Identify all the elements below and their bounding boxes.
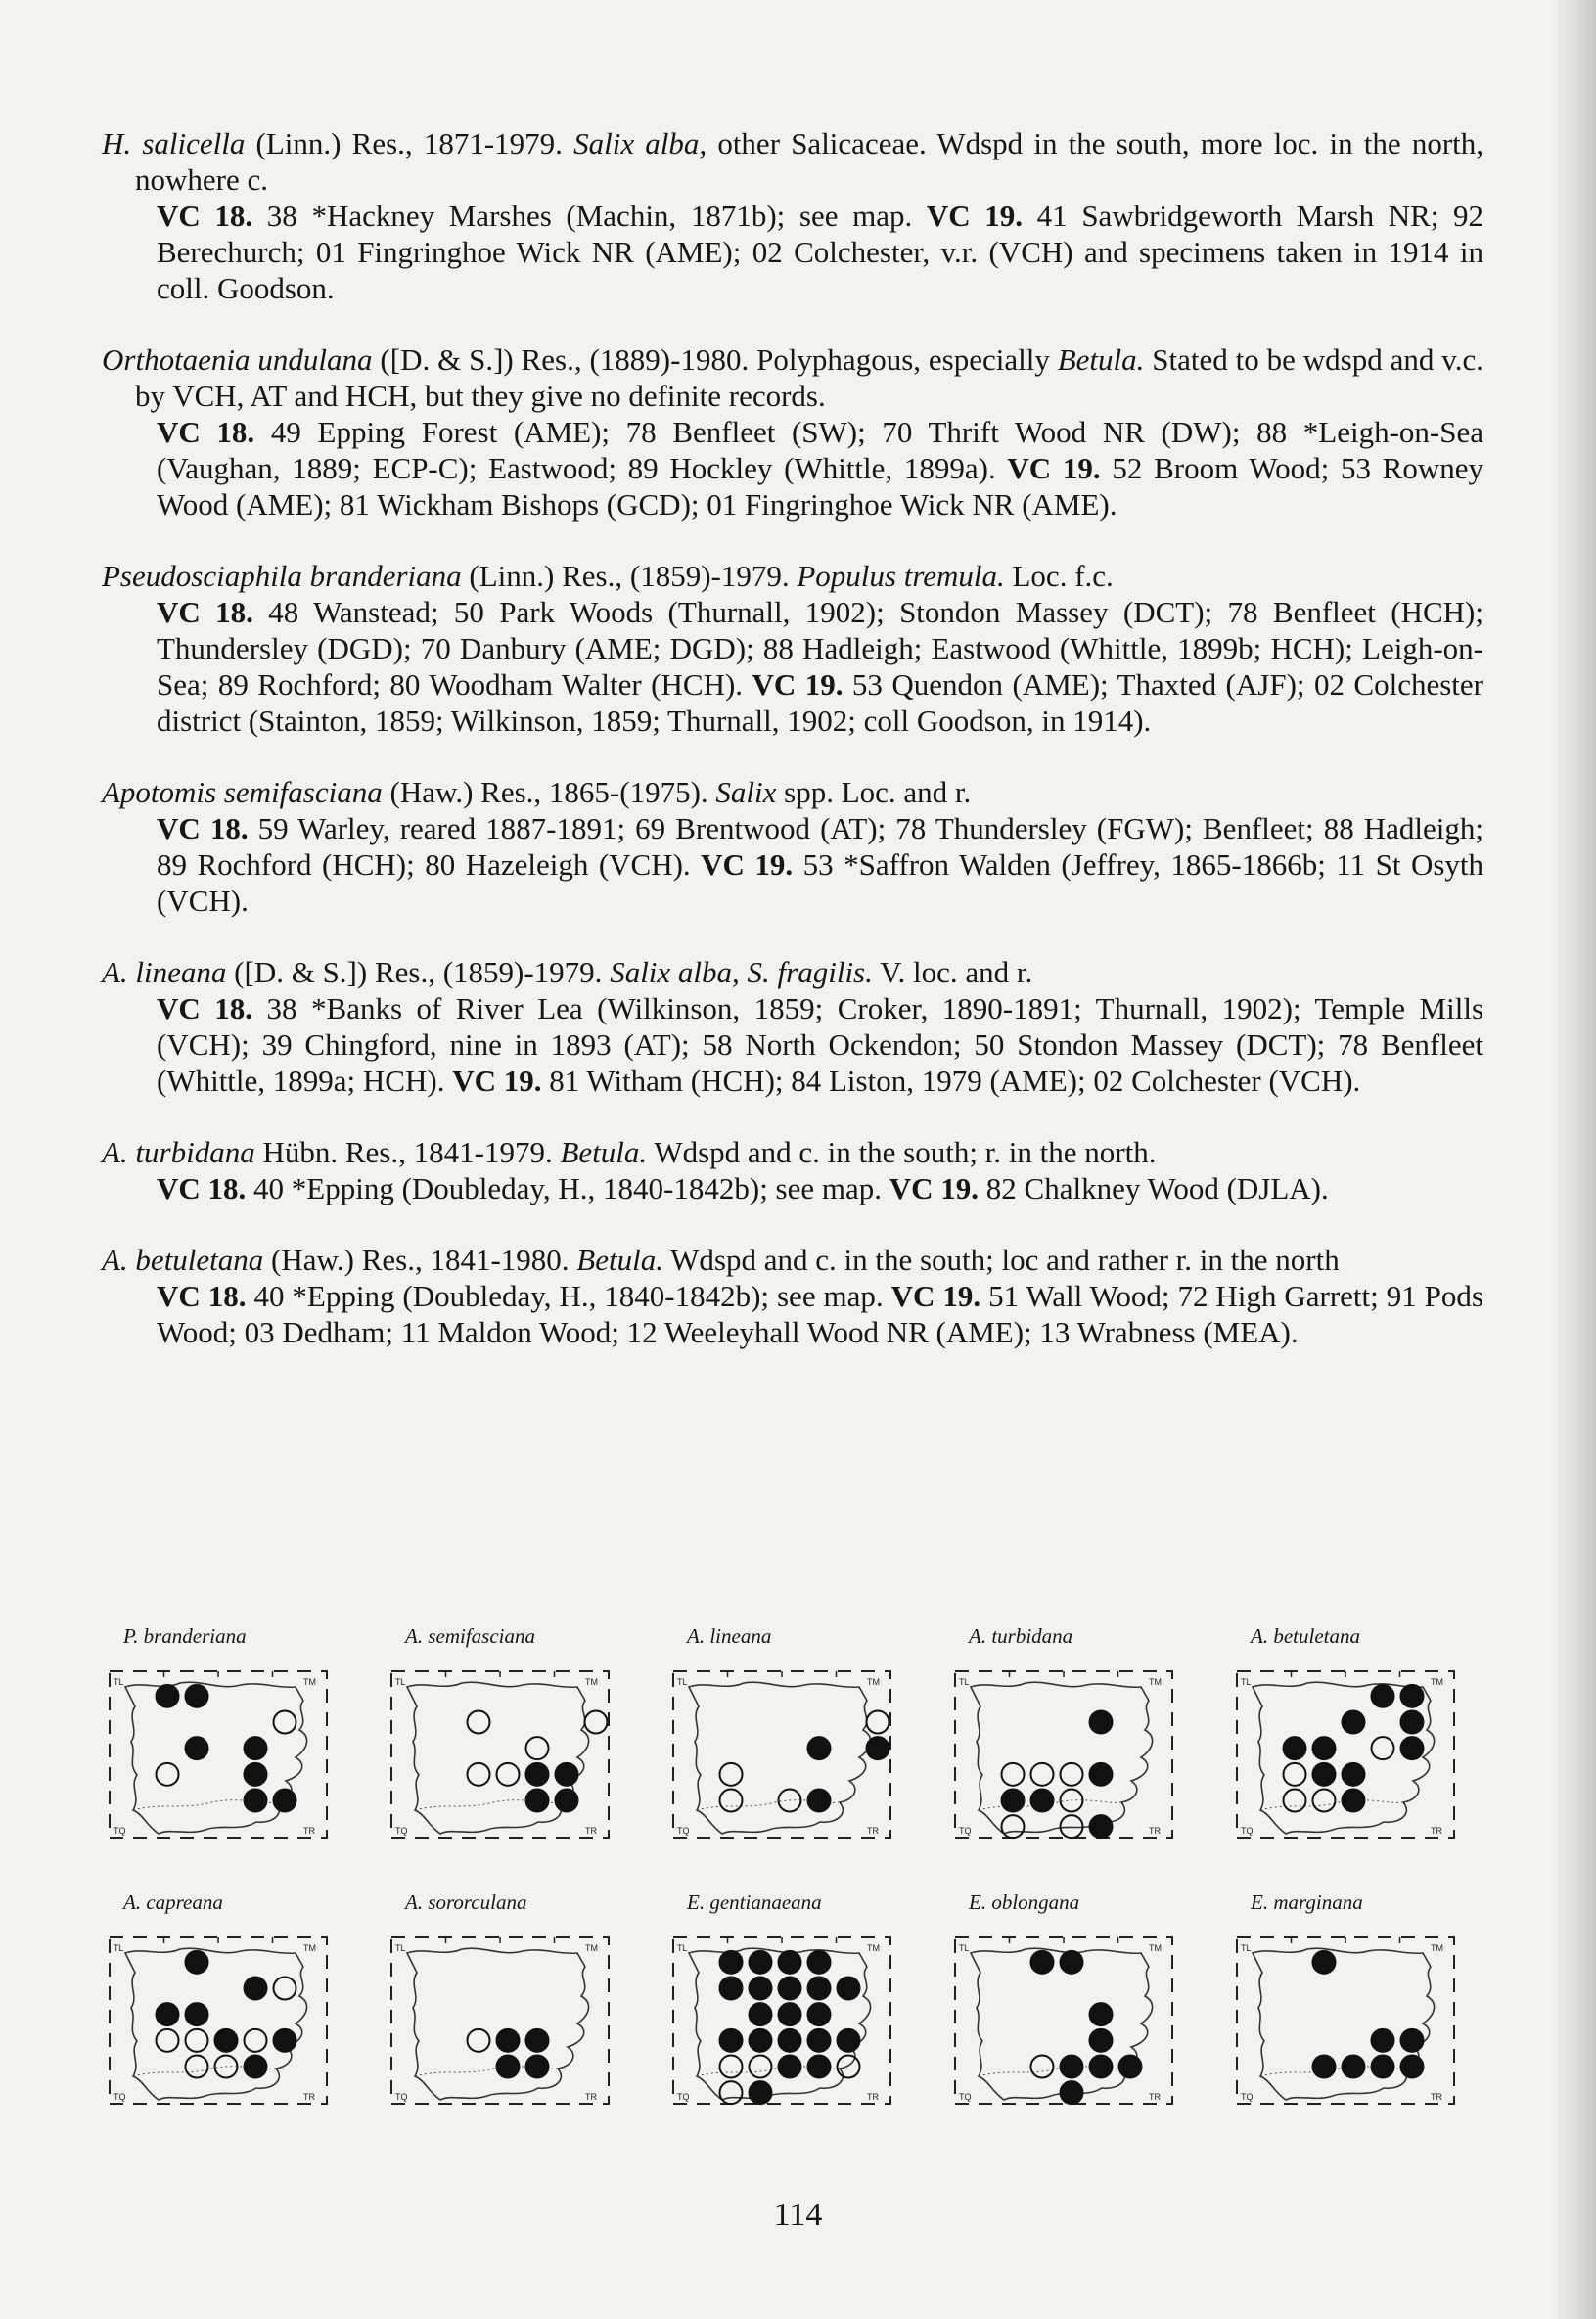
record-dot-recent [526,2056,549,2078]
distribution-map [660,1624,922,1859]
text-run: 49 Epping Forest (AME); 78 Benfleet (SW); 70 Thrift Wood NR (DW); 88 *Leigh-on-Sea (Vaughan, 1889; ECP-C); Eastwood; 89 Hockley (Whittle, 1899a). [157,415,1483,485]
grid-square-label: TQ [114,1826,126,1836]
record-dot-old [468,1711,490,1734]
record-dot-recent [1313,1951,1336,1974]
grid-square-label: TR [303,2092,315,2102]
species-heading [102,774,1483,810]
record-dot-recent [838,2029,860,2052]
map-species-label: E. oblongana [969,1890,1080,1914]
vice-county-records [102,414,1483,523]
record-dot-old [750,2056,772,2078]
taxon-name: A. lineana [102,955,227,989]
map-frame [96,1930,341,2115]
grid-square-label: TQ [677,1826,690,1836]
map-border [110,1937,327,2104]
record-dot-recent [750,1951,772,1974]
county-coastline [971,1682,1153,1834]
text-run: 81 Witham (HCH); 84 Liston, 1979 (AME); 02 Colchester (VCH). [541,1064,1361,1098]
vice-county-label: VC 19. [890,1279,981,1313]
record-dot-recent [274,2029,296,2052]
record-dot-recent [1401,1737,1424,1759]
map-species-label: A. sororculana [405,1890,527,1914]
record-dot-old [526,1737,549,1759]
record-dot-old [1061,1763,1083,1786]
record-dot-recent [720,1978,743,2000]
record-dot-recent [1372,2056,1394,2078]
text-run: ([D. & S.]) Res., (1889)-1980. Polyphagous, especially [372,342,1058,377]
record-dot-old [1372,1737,1394,1759]
record-dot-recent [750,2081,772,2104]
vice-county-label: VC 18. [157,415,255,449]
record-dot-old [186,2029,208,2052]
record-dot-old [157,2029,179,2052]
grid-square-label: TR [585,1826,597,1836]
species-entry [102,954,1483,1099]
record-dot-recent [779,2056,801,2078]
grid-square-label: TQ [395,1826,408,1836]
text-run: 53 *Saffron Walden (Jeffrey, 1865-1866b; 11 St Osyth (VCH). [157,847,1484,918]
record-dot-old [720,2081,743,2104]
grid-square-label: TM [303,1677,316,1687]
text-run: 41 Sawbridgeworth Marsh NR; 92 Berechurch; 01 Fingringhoe Wick NR (AME); 02 Colchester, v.r. (VCH) and specimens taken in 1914 in coll. Goodson. [157,199,1484,305]
vice-county-label: VC 19. [889,1171,980,1205]
map-species-label: E. marginana [1251,1890,1363,1914]
distribution-map [96,1890,358,2125]
vice-county-label: VC 18. [157,199,253,233]
vice-county-label: VC 19. [752,667,844,702]
grid-square-label: TQ [1241,2092,1254,2102]
record-dot-recent [1090,1711,1113,1734]
grid-square-label: TM [303,1943,316,1953]
grid-square-label: TL [677,1943,688,1953]
record-dot-recent [779,2003,801,2025]
record-dot-recent [750,2029,772,2052]
grid-square-label: TL [114,1943,124,1953]
record-dot-recent [245,1763,267,1786]
map-border [391,1671,609,1838]
grid-square-label: TL [959,1943,970,1953]
record-dot-recent [1372,1685,1394,1707]
record-dot-recent [1401,1685,1424,1707]
grid-square-label: TL [1241,1677,1252,1687]
record-dot-recent [1284,1737,1306,1759]
grid-square-label: TM [1149,1943,1162,1953]
record-dot-recent [186,1951,208,1974]
species-heading [102,954,1483,990]
text-run: other Salicaceae. Wdspd in the south, more loc. in the north, nowhere c. [135,126,1484,197]
record-dot-recent [1031,1790,1054,1812]
taxon-name: Salix alba, S. fragilis. [610,955,873,989]
vice-county-records [102,198,1483,306]
grid-square-label: TR [1431,1826,1442,1836]
record-dot-old [468,1763,490,1786]
record-dot-old [1031,1763,1054,1786]
record-dot-recent [720,1951,743,1974]
vice-county-label: VC 19. [926,199,1024,233]
map-frame [378,1663,622,1849]
grid-square-label: TM [1431,1943,1443,1953]
record-dot-recent [497,2029,520,2052]
map-species-label: A. lineana [687,1624,772,1648]
record-dot-recent [808,1790,831,1812]
page-edge-shadow [1552,0,1596,2319]
distribution-map [378,1890,640,2125]
grid-square-label: TM [867,1677,880,1687]
grid-square-label: TL [114,1677,124,1687]
record-dot-recent [808,2029,831,2052]
record-dot-recent [245,2056,267,2078]
grid-square-label: TR [303,1826,315,1836]
text-run: 51 Wall Wood; 72 High Garrett; 91 Pods Wood; 03 Dedham; 11 Maldon Wood; 12 Weeleyhall Wood NR (AME); 13 Wrabness (MEA). [157,1279,1483,1349]
vice-county-label: VC 18. [157,1171,247,1205]
grid-square-label: TR [1431,2092,1442,2102]
record-dot-recent [779,1978,801,2000]
record-dot-recent [808,2056,831,2078]
record-dot-old [1313,1790,1336,1812]
taxon-name: Betula. [1057,342,1145,377]
record-dot-old [585,1711,608,1734]
record-dot-old [1284,1790,1306,1812]
record-dot-recent [1313,2056,1336,2078]
taxon-name: Apotomis semifasciana [102,775,383,809]
grid-square-label: TQ [959,2092,972,2102]
county-coastline [689,1682,871,1834]
record-dot-recent [1002,1790,1025,1812]
record-dot-old [245,2029,267,2052]
text-run: 53 Quendon (AME); Thaxted (AJF); 02 Colchester district (Stainton, 1859; Wilkinson, 1859; Thurnall, 1902; coll Goodson, in 1914). [157,667,1483,738]
grid-square-label: TQ [1241,1826,1254,1836]
record-dot-recent [157,1685,179,1707]
species-entry [102,558,1483,739]
vice-county-label: VC 19. [701,847,794,882]
map-border [1237,1937,1454,2104]
distribution-map [1223,1624,1485,1859]
record-dot-recent [750,1978,772,2000]
text-run: Hübn. Res., 1841-1979. [254,1135,561,1169]
text-run: (Linn.) Res., (1859)-1979. [461,559,798,593]
taxon-name: Salix [715,775,777,809]
grid-square-label: TR [585,2092,597,2102]
record-dot-old [157,1763,179,1786]
vice-county-label: VC 18. [157,1279,247,1313]
map-frame [660,1663,904,1849]
text-run: ([D. & S.]) Res., (1859)-1979. [226,955,611,989]
record-dot-recent [186,2003,208,2025]
distribution-map [96,1624,358,1859]
grid-square-label: TR [867,1826,879,1836]
county-outline-group [125,1948,307,2100]
record-dot-recent [867,1737,889,1759]
vice-county-records [102,1278,1483,1350]
map-species-label: E. gentianaeana [687,1890,822,1914]
text-run: (Linn.) Res., 1871-1979. [245,126,574,160]
species-heading [102,1134,1483,1170]
vice-county-label: VC 19. [1007,451,1101,485]
distribution-map [660,1890,922,2125]
county-coastline [407,1948,589,2100]
text-run: Wdspd and c. in the south; loc and rather r. in the north [662,1243,1340,1277]
vice-county-records [102,594,1483,739]
record-dot-recent [720,2029,743,2052]
text-run: 48 Wanstead; 50 Park Woods (Thurnall, 1902); Stondon Massey (DCT); 78 Benfleet (HCH); Thundersley (DGD); 70 Danbury (AME; DGD); 88 Hadleigh; Eastwood (Whittle, 1899b; HCH); Leigh-on-Sea; 89 Rochford; 80 Woodham Walter (HCH). [157,595,1483,702]
record-dot-recent [1061,2081,1083,2104]
text-run: V. loc. and r. [872,955,1033,989]
grid-square-label: TR [1149,1826,1161,1836]
grid-square-label: TQ [395,2092,408,2102]
record-dot-recent [1313,1737,1336,1759]
record-dot-recent [215,2029,238,2052]
text-run: (Haw.) Res., 1841-1980. [263,1243,577,1277]
map-species-label: A. capreana [123,1890,223,1914]
grid-square-label: TQ [114,2092,126,2102]
text-run: 40 *Epping (Doubleday, H., 1840-1842b); see map. [246,1171,889,1205]
taxon-name: Populus tremula. [797,559,1005,593]
taxon-name: Salix alba, [573,126,707,160]
taxon-name: A. betuletana [102,1243,264,1277]
distribution-map-grid [96,1624,1485,2143]
taxon-name: A. turbidana [102,1135,255,1169]
grid-square-label: TL [395,1677,406,1687]
record-dot-recent [1090,2056,1113,2078]
record-dot-recent [1031,1951,1054,1974]
grid-square-label: TM [1431,1677,1443,1687]
species-heading [102,125,1483,198]
record-dot-recent [556,1790,578,1812]
record-dot-old [1002,1815,1025,1838]
record-dot-old [1002,1763,1025,1786]
map-border [673,1671,890,1838]
map-frame [660,1930,904,2115]
map-border [110,1671,327,1838]
grid-square-label: TL [959,1677,970,1687]
text-run: 59 Warley, reared 1887-1891; 69 Brentwood (AT); 78 Thundersley (FGW); Benfleet; 88 Hadleigh; 89 Rochford (HCH); 80 Hazeleigh (VCH). [157,811,1483,882]
record-dot-recent [157,2003,179,2025]
vice-county-label: VC 18. [157,991,253,1025]
record-dot-recent [779,1951,801,1974]
map-species-label: P. branderiana [123,1624,247,1648]
county-outline-group [407,1948,589,2100]
species-entry [102,774,1483,919]
grid-square-label: TL [1241,1943,1252,1953]
record-dot-recent [808,1978,831,2000]
text-run: spp. Loc. and r. [776,775,972,809]
vice-county-label: VC 18. [157,811,249,845]
record-dot-old [867,1711,889,1734]
text-run: Wdspd and c. in the south; r. in the north. [647,1135,1157,1169]
species-heading [102,341,1483,414]
record-dot-recent [526,1790,549,1812]
species-entry [102,1242,1483,1350]
record-dot-recent [1401,1711,1424,1734]
record-dot-recent [1119,2056,1142,2078]
record-dot-old [468,2029,490,2052]
record-dot-recent [1343,1763,1365,1786]
record-dot-old [186,2056,208,2078]
record-dot-recent [526,2029,549,2052]
record-dot-recent [1090,2029,1113,2052]
record-dot-recent [1061,1951,1083,1974]
record-dot-old [720,2056,743,2078]
vice-county-records [102,810,1483,919]
distribution-map [1223,1890,1485,2125]
record-dot-recent [1061,2056,1083,2078]
vice-county-label: VC 18. [157,595,253,629]
grid-square-label: TM [585,1943,598,1953]
grid-square-label: TM [1149,1677,1162,1687]
record-dot-recent [497,2056,520,2078]
species-entry [102,125,1483,306]
taxon-name: Pseudosciaphila branderiana [102,559,462,593]
taxon-name: Orthotaenia undulana [102,342,373,377]
record-dot-recent [1343,1711,1365,1734]
text-run: 82 Chalkney Wood (DJLA). [979,1171,1329,1205]
text-run: 52 Broom Wood; 53 Rowney Wood (AME); 81 Wickham Bishops (GCD); 01 Fingringhoe Wick NR (AME). [157,451,1484,522]
record-dot-recent [779,2029,801,2052]
record-dot-recent [808,2003,831,2025]
record-dot-recent [1401,2056,1424,2078]
record-dot-recent [245,1790,267,1812]
county-coastline [125,1948,307,2100]
map-frame [941,1663,1186,1849]
record-dot-recent [186,1737,208,1759]
vice-county-label: VC 19. [452,1064,542,1098]
page-number: 114 [773,2197,823,2233]
text-run: 38 *Banks of River Lea (Wilkinson, 1859; Croker, 1890-1891; Thurnall, 1902); Temple Mills (VCH); 39 Chingford, nine in 1893 (AT); 58 North Ockendon; 50 Stondon Massey (DCT); 78 Benfleet (Whittle, 1899a; HCH). [157,991,1484,1098]
species-heading [102,558,1483,594]
map-frame [1223,1663,1468,1849]
distribution-map [378,1624,640,1859]
record-dot-old [274,1978,296,2000]
county-outline-group [971,1682,1153,1834]
record-dot-recent [1313,1763,1336,1786]
map-frame [1223,1930,1468,2115]
text-run: Stated to be wdspd and v.c. by VCH, AT and HCH, but they give no definite records. [135,342,1483,413]
record-dot-old [274,1711,296,1734]
species-entry [102,341,1483,523]
county-outline-group [689,1682,871,1834]
distribution-map [941,1890,1204,2125]
record-dot-recent [1372,2029,1394,2052]
text-run: 40 *Epping (Doubleday, H., 1840-1842b); see map. [246,1279,891,1313]
map-species-label: A. betuletana [1251,1624,1360,1648]
vice-county-records [102,990,1483,1099]
species-heading [102,1242,1483,1278]
record-dot-recent [750,2003,772,2025]
map-border [391,1937,609,2104]
taxon-name: H. salicella [102,126,246,160]
vice-county-records [102,1170,1483,1206]
grid-square-label: TQ [959,1826,972,1836]
text-run: 38 *Hackney Marshes (Machin, 1871b); see map. [252,199,927,233]
taxon-name: Betula. [560,1135,648,1169]
taxon-name: Betula. [576,1243,663,1277]
map-border [955,1671,1172,1838]
map-species-label: A. semifasciana [405,1624,535,1648]
record-dot-recent [1090,1763,1113,1786]
map-frame [96,1663,341,1849]
record-dot-recent [1401,2029,1424,2052]
text-run: (Haw.) Res., 1865-(1975). [382,775,716,809]
species-account-text [102,125,1483,1386]
record-dot-old [720,1790,743,1812]
record-dot-recent [808,1951,831,1974]
record-dot-old [720,1763,743,1786]
record-dot-recent [556,1763,578,1786]
record-dot-recent [838,1978,860,2000]
record-dot-old [497,1763,520,1786]
distribution-map [941,1624,1204,1859]
record-dot-recent [186,1685,208,1707]
record-dot-recent [245,1737,267,1759]
grid-square-label: TL [677,1677,688,1687]
grid-square-label: TQ [677,2092,690,2102]
record-dot-recent [1343,1790,1365,1812]
record-dot-recent [274,1790,296,1812]
species-entry [102,1134,1483,1206]
grid-square-label: TM [867,1943,880,1953]
record-dot-recent [1343,2056,1365,2078]
map-species-label: A. turbidana [969,1624,1073,1648]
record-dot-old [1284,1763,1306,1786]
grid-square-label: TR [867,2092,879,2102]
map-frame [378,1930,622,2115]
grid-square-label: TR [1149,2092,1161,2102]
map-frame [941,1930,1186,2115]
grid-square-label: TL [395,1943,406,1953]
record-dot-recent [808,1737,831,1759]
record-dot-recent [526,1763,549,1786]
record-dot-recent [1090,1815,1113,1838]
text-run: Loc. f.c. [1004,559,1114,593]
grid-square-label: TM [585,1677,598,1687]
record-dot-recent [245,1978,267,2000]
record-dot-old [1031,2056,1054,2078]
record-dot-recent [1090,2003,1113,2025]
